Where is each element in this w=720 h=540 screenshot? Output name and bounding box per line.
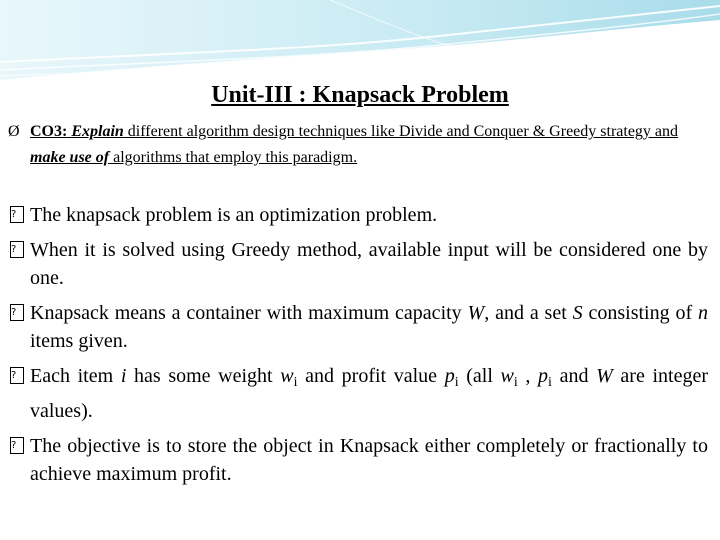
missing-glyph-bullet-icon — [10, 241, 24, 258]
bullet-text: consisting of — [582, 302, 698, 324]
co-text-2: algorithms that employ this paradigm. — [109, 149, 358, 166]
var-capacity: W — [596, 365, 613, 387]
bullet-item — [10, 201, 708, 229]
var-capacity: W — [467, 302, 485, 324]
slide-title — [0, 82, 720, 109]
missing-glyph-bullet-icon — [10, 304, 24, 321]
title-text: Unit-III : Knapsack Problem — [211, 82, 509, 108]
bullet-text: , and a set — [484, 302, 573, 324]
bullet-text: Each item — [30, 365, 121, 387]
missing-glyph-bullet-icon — [10, 437, 24, 454]
bullet-item — [10, 236, 708, 292]
var-count: n — [698, 302, 708, 324]
header-wave-decoration — [0, 0, 720, 90]
bullet-text: (all — [458, 365, 501, 387]
bullet-text: has some weight — [126, 365, 281, 387]
arrow-bullet-icon: Ø — [8, 123, 20, 140]
bullet-text: Knapsack means a container with maximum capacity — [30, 302, 468, 324]
var-profit: p — [444, 365, 455, 387]
subscript: i — [293, 375, 298, 390]
co-verb-explain: Explain — [71, 123, 124, 140]
co-text-1: different algorithm design techniques like Divide and Conquer & Greedy strategy and — [123, 123, 679, 140]
bullet-text: The objective is to store the object in Knapsack either completely or fractionally to achieve maximum profit. — [30, 435, 708, 485]
co-label: CO3: — [30, 123, 68, 140]
bullet-item — [10, 299, 708, 355]
var-set: S — [572, 302, 583, 324]
missing-glyph-bullet-icon — [10, 206, 24, 223]
subscript: i — [548, 375, 552, 390]
bullet-text: and — [551, 365, 597, 387]
var-item: i — [120, 365, 127, 387]
missing-glyph-bullet-icon — [10, 367, 24, 384]
bullet-item — [10, 362, 708, 425]
bullet-text: The knapsack problem is an optimization problem. — [30, 204, 438, 226]
subscript: i — [454, 375, 459, 390]
bullet-list — [10, 201, 708, 495]
bullet-text: are integer values). — [30, 365, 709, 422]
var-weight: w — [500, 365, 514, 387]
course-outcome — [8, 119, 714, 171]
bullet-item — [10, 432, 708, 488]
co-verb-make-use-of: make use of — [30, 149, 110, 166]
bullet-text: items given. — [30, 330, 128, 352]
bullet-text: and profit value — [297, 365, 445, 387]
subscript: i — [513, 375, 518, 390]
var-profit: p — [538, 365, 549, 387]
bullet-text: , — [517, 365, 539, 387]
bullet-text: When it is solved using Greedy method, available input will be considered one by one. — [30, 239, 708, 289]
var-weight: w — [280, 365, 294, 387]
